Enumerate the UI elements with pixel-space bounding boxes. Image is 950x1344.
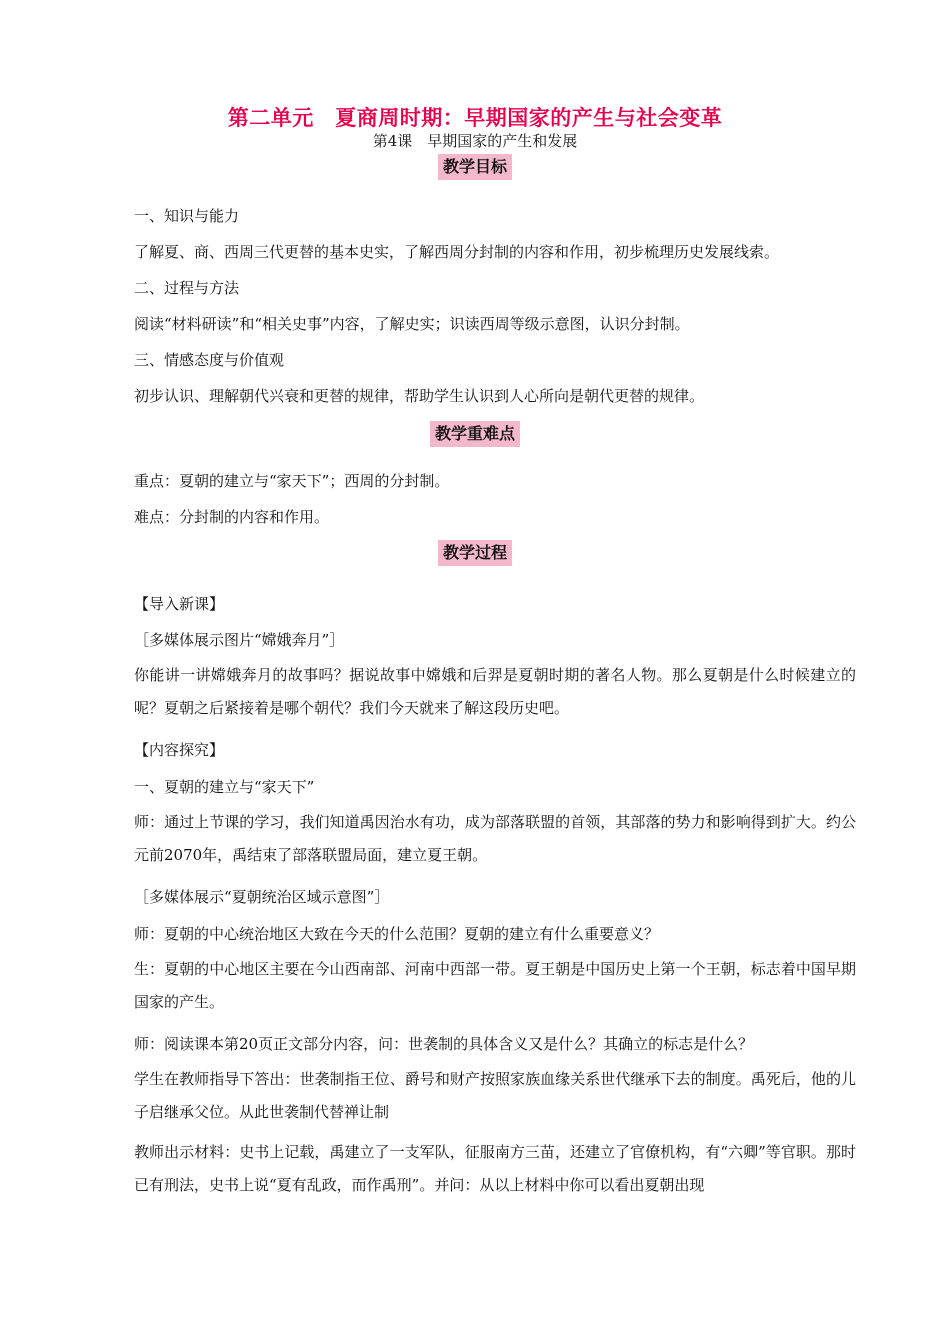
intro-paragraph: 你能讲一讲嫦娥奔月的故事吗？据说故事中嫦娥和后羿是夏朝时期的著名人物。那么夏朝是什么时候建立的呢？夏朝之后紧接着是哪个朝代？我们今天就来了解这段历史吧。 bbox=[134, 666, 856, 717]
answer-paragraph-1: 学生在教师指导下答出：世袭制指王位、爵号和财产按照家族血缘关系世代继承下去的制度。禹死后，他的儿子启继承父位。从此世袭制代替禅让制 bbox=[134, 1070, 856, 1121]
objective-text-3: 初步认识、理解朝代兴衰和更替的规律，帮助学生认识到人心所向是朝代更替的规律。 bbox=[134, 387, 705, 405]
key-point-important: 重点：夏朝的建立与“家天下”；西周的分封制。 bbox=[134, 472, 450, 490]
section-badge-key-points bbox=[0, 421, 950, 447]
objective-text-2: 阅读“材料研读”和“相关史事”内容，了解史实；识读西周等级示意图，认识分封制。 bbox=[134, 315, 690, 333]
teacher-paragraph-2: 师：夏朝的中心统治地区大致在今天的什么范围？夏朝的建立有什么重要意义？ bbox=[134, 925, 660, 943]
media-note-1: ［多媒体展示图片“嫦娥奔月”］ bbox=[134, 631, 345, 649]
unit-title: 第二单元 夏商周时期：早期国家的产生与社会变革 bbox=[227, 105, 723, 130]
teacher-paragraph-1: 师：通过上节课的学习，我们知道禹因治水有功，成为部落联盟的首领，其部落的势力和影响得到扩大。约公元前2070年，禹结束了部落联盟局面，建立夏王朝。 bbox=[134, 813, 856, 864]
objective-heading-1: 一、知识与能力 bbox=[134, 207, 240, 225]
section-badge-objectives bbox=[0, 154, 950, 180]
student-paragraph-1: 生：夏朝的中心地区主要在今山西南部、河南中西部一带。夏王朝是中国历史上第一个王朝，标志着中国早期国家的产生。 bbox=[134, 960, 856, 1011]
teacher-paragraph-3: 师：阅读课本第20页正文部分内容，问：世袭制的具体含义又是什么？其确立的标志是什么？ bbox=[134, 1035, 754, 1053]
section-badge-process bbox=[0, 540, 950, 566]
material-paragraph-1: 教师出示材料：史书上记载，禹建立了一支军队，征服南方三苗，还建立了官僚机构，有“六卿”等官职。那时已有刑法，史书上说“夏有乱政，而作禹刑”。并问：从以上材料中你可以看出夏朝出现 bbox=[134, 1143, 856, 1194]
explore-heading: 【内容探究】 bbox=[134, 741, 225, 759]
objective-heading-3: 三、情感态度与价值观 bbox=[134, 351, 285, 369]
section-title-process: 教学过程 bbox=[438, 540, 512, 566]
section-title-key-points: 教学重难点 bbox=[430, 421, 520, 447]
section-title-objectives: 教学目标 bbox=[438, 154, 512, 180]
intro-heading: 【导入新课】 bbox=[134, 595, 225, 613]
lesson-title: 第4课 早期国家的产生和发展 bbox=[372, 132, 578, 150]
media-note-2: ［多媒体展示“夏朝统治区域示意图”］ bbox=[134, 888, 390, 906]
subsection-heading-1: 一、夏朝的建立与“家天下” bbox=[134, 778, 315, 796]
objective-heading-2: 二、过程与方法 bbox=[134, 279, 240, 297]
objective-text-1: 了解夏、商、西周三代更替的基本史实，了解西周分封制的内容和作用，初步梳理历史发展线索。 bbox=[134, 243, 780, 261]
key-point-difficult: 难点：分封制的内容和作用。 bbox=[134, 508, 330, 526]
